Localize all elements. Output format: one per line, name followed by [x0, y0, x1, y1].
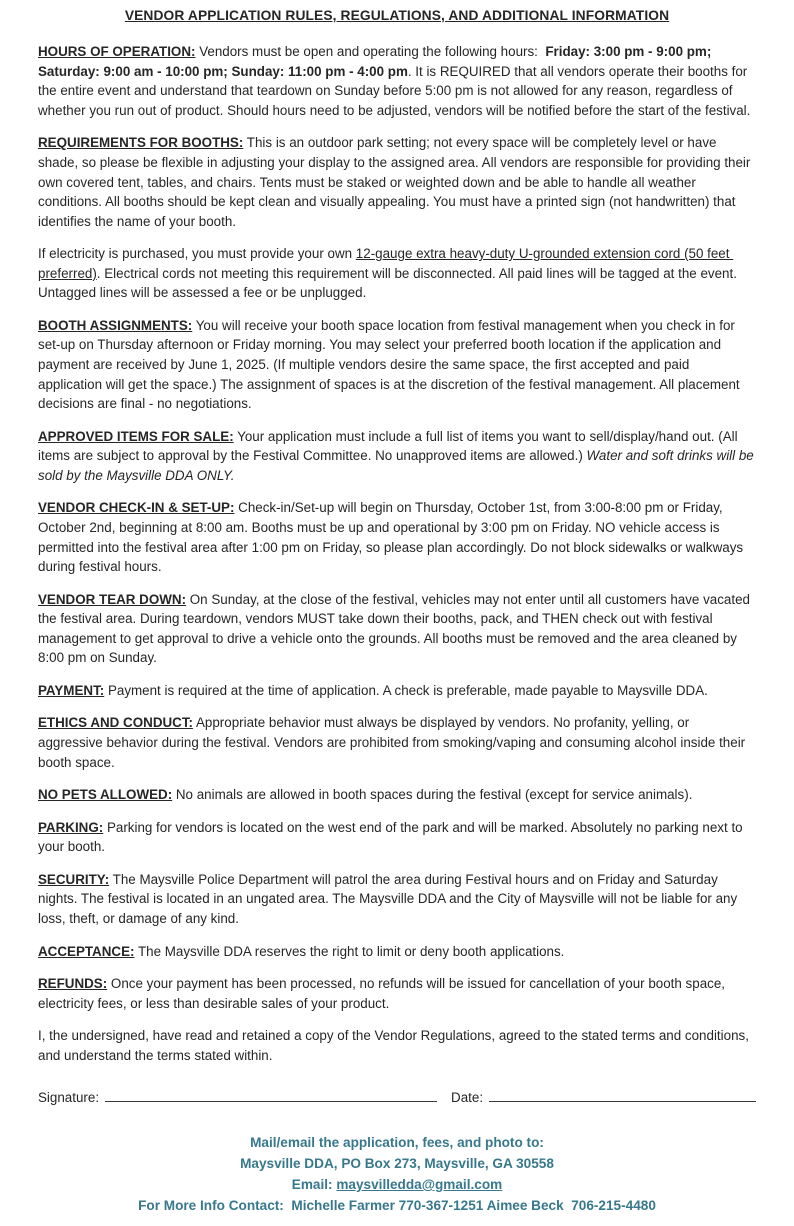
section-header: ACCEPTANCE: — [38, 943, 135, 959]
contact-footer — [38, 1132, 756, 1216]
section-refunds — [38, 974, 756, 1013]
section-text: Appropriate behavior must always be displayed by vendors. No profanity, yelling, or aggressive behavior during the festival. Vendors are prohibited from smoking/vaping and consuming alcohol inside their booth space. — [38, 715, 749, 770]
section-requirements-for-booths — [38, 133, 756, 231]
section-vendor-tear-down — [38, 590, 756, 668]
section-underlined-text: 12-gauge extra heavy-duty U-grounded extension cord (50 feet preferred) — [38, 246, 734, 281]
section-text: . It is REQUIRED that all vendors operate their booths for the entire event and understand that teardown on Sunday before 5:00 pm is not allowed for any reason, regardless of whether you run out of product. Should hours need to be adjusted, vendors will be notified before the start of the festival. — [38, 63, 751, 118]
section-approved-items-for-sale — [38, 427, 756, 486]
date-label: Date: — [451, 1090, 484, 1106]
section-payment — [38, 681, 756, 701]
section-text: No animals are allowed in booth spaces during the festival (except for service animals). — [172, 787, 693, 803]
email-label: Email: — [291, 1177, 337, 1193]
section-text: On Sunday, at the close of the festival, vehicles may not enter until all customers have vacated the festival area. During teardown, vendors MUST take down their booths, pack, and THEN check out with festival management to get approval to drive a vehicle onto the grounds. All booths must be removed and the area cleaned by 8:00 pm on Sunday. — [38, 591, 754, 666]
section-header: VENDOR CHECK-IN & SET-UP: — [38, 500, 235, 516]
section-text: This is an outdoor park setting; not every space will be completely level or have shade, so please be flexible in adjusting your display to the assigned area. All vendors are responsible for providing their own covered tent, tables, and chairs. Tents must be staked or weighted down and be able to handle all weather conditions. All booths should be kept clean and visually appealing. You must have a printed sign (not handwritten) that identifies the name of your booth. — [38, 135, 755, 229]
signature-row — [38, 1087, 756, 1108]
section-text: Payment is required at the time of application. A check is preferable, made payable to Maysville DDA. — [104, 682, 708, 698]
signature-line — [105, 1087, 437, 1102]
section-text: Once your payment has been processed, no refunds will be issued for cancellation of your booth space, electricity fees, or less than desirable sales of your product. — [38, 976, 729, 1011]
section-hours-of-operation — [38, 42, 756, 120]
date-line — [489, 1087, 756, 1102]
section-text: The Maysville DDA reserves the right to limit or deny booth applications. — [134, 943, 565, 959]
section-no-pets-allowed — [38, 785, 756, 805]
section-header: PAYMENT: — [38, 682, 105, 698]
section-text: If electricity is purchased, you must provide your own — [38, 246, 356, 262]
section-header: APPROVED ITEMS FOR SALE: — [38, 428, 234, 444]
section-acceptance — [38, 942, 756, 962]
section-text: Parking for vendors is located on the west end of the park and will be marked. Absolutely no parking next to your booth. — [38, 819, 747, 855]
section-text: Vendors must be open and operating the following hours: — [195, 44, 546, 60]
footer-email-row — [38, 1174, 756, 1195]
signature-label: Signature: — [38, 1090, 100, 1106]
section-bold-text: Friday: 3:00 pm - 9:00 pm; Saturday: 9:00 am - 10:00 pm; Sunday: 11:00 pm - 4:00 pm — [38, 44, 716, 79]
paragraph-electricity — [38, 244, 756, 303]
section-text: The Maysville Police Department will patrol the area during Festival hours and on Friday and Saturday nights. The festival is located in an ungated area. The Maysville DDA and the City of Maysville will not be liable for any loss, theft, or damage of any kind. — [38, 871, 741, 926]
section-italic-text: Water and soft drinks will be sold by the Maysville DDA ONLY. — [38, 448, 758, 483]
section-text: I, the undersigned, have read and retained a copy of the Vendor Regulations, agreed to the stated terms and conditions, and understand the terms stated within. — [38, 1028, 753, 1063]
section-booth-assignments — [38, 316, 756, 414]
footer-mail-instruction: Mail/email the application, fees, and photo to: — [250, 1134, 544, 1150]
section-header: ETHICS AND CONDUCT: — [38, 715, 193, 731]
footer-contact-info: For More Info Contact: Michelle Farmer 770-367-1251 Aimee Beck 706-215-4480 — [138, 1198, 656, 1214]
section-text: You will receive your booth space location from festival management when you check in for set-up on Thursday afternoon or Friday morning. You may select your preferred booth location if the application and payment are received by June 1, 2025. (If multiple vendors desire the same space, the first accepted and paid application will get the space.) The assignment of spaces is at the discretion of the festival management. All placement decisions are final - no negotiations. — [38, 317, 744, 412]
email-link[interactable]: maysvilledda@gmail.com — [336, 1177, 503, 1193]
section-header: HOURS OF OPERATION: — [38, 44, 196, 60]
section-header: VENDOR TEAR DOWN: — [38, 591, 187, 607]
section-text: Your application must include a full list of items you want to sell/display/hand out. (All items are subject to approval by the Festival Committee. No unapproved items are allowed.) — [38, 428, 742, 464]
section-header: PARKING: — [38, 819, 104, 835]
section-header: BOOTH ASSIGNMENTS: — [38, 317, 193, 333]
section-header: REQUIREMENTS FOR BOOTHS: — [38, 135, 244, 151]
section-header: REFUNDS: — [38, 976, 108, 992]
section-vendor-check-in-set-up — [38, 498, 756, 576]
section-text: . Electrical cords not meeting this requirement will be disconnected. All paid lines will be tagged at the event. Untagged lines will be assessed a fee or be unplugged. — [38, 265, 741, 301]
section-text: Check-in/Set-up will begin on Thursday, October 1st, from 3:00-8:00 pm or Friday, October 2nd, beginning at 8:00 am. Booths must be up and operational by 3:00 pm on Friday. NO vehicle access is permitted into the festival area after 1:00 pm on Friday, so please plan accordingly. Do not block sidewalks or walkways during festival hours. — [38, 500, 747, 575]
section-security — [38, 870, 756, 929]
section-parking — [38, 818, 756, 857]
section-header: NO PETS ALLOWED: — [38, 787, 173, 803]
paragraph-acknowledgement — [38, 1026, 756, 1065]
section-header: SECURITY: — [38, 871, 110, 887]
section-ethics-and-conduct — [38, 713, 756, 772]
footer-mailing-address: Maysville DDA, PO Box 273, Maysville, GA 30558 — [240, 1155, 554, 1171]
document-title: VENDOR APPLICATION RULES, REGULATIONS, AND ADDITIONAL INFORMATION — [124, 8, 670, 23]
